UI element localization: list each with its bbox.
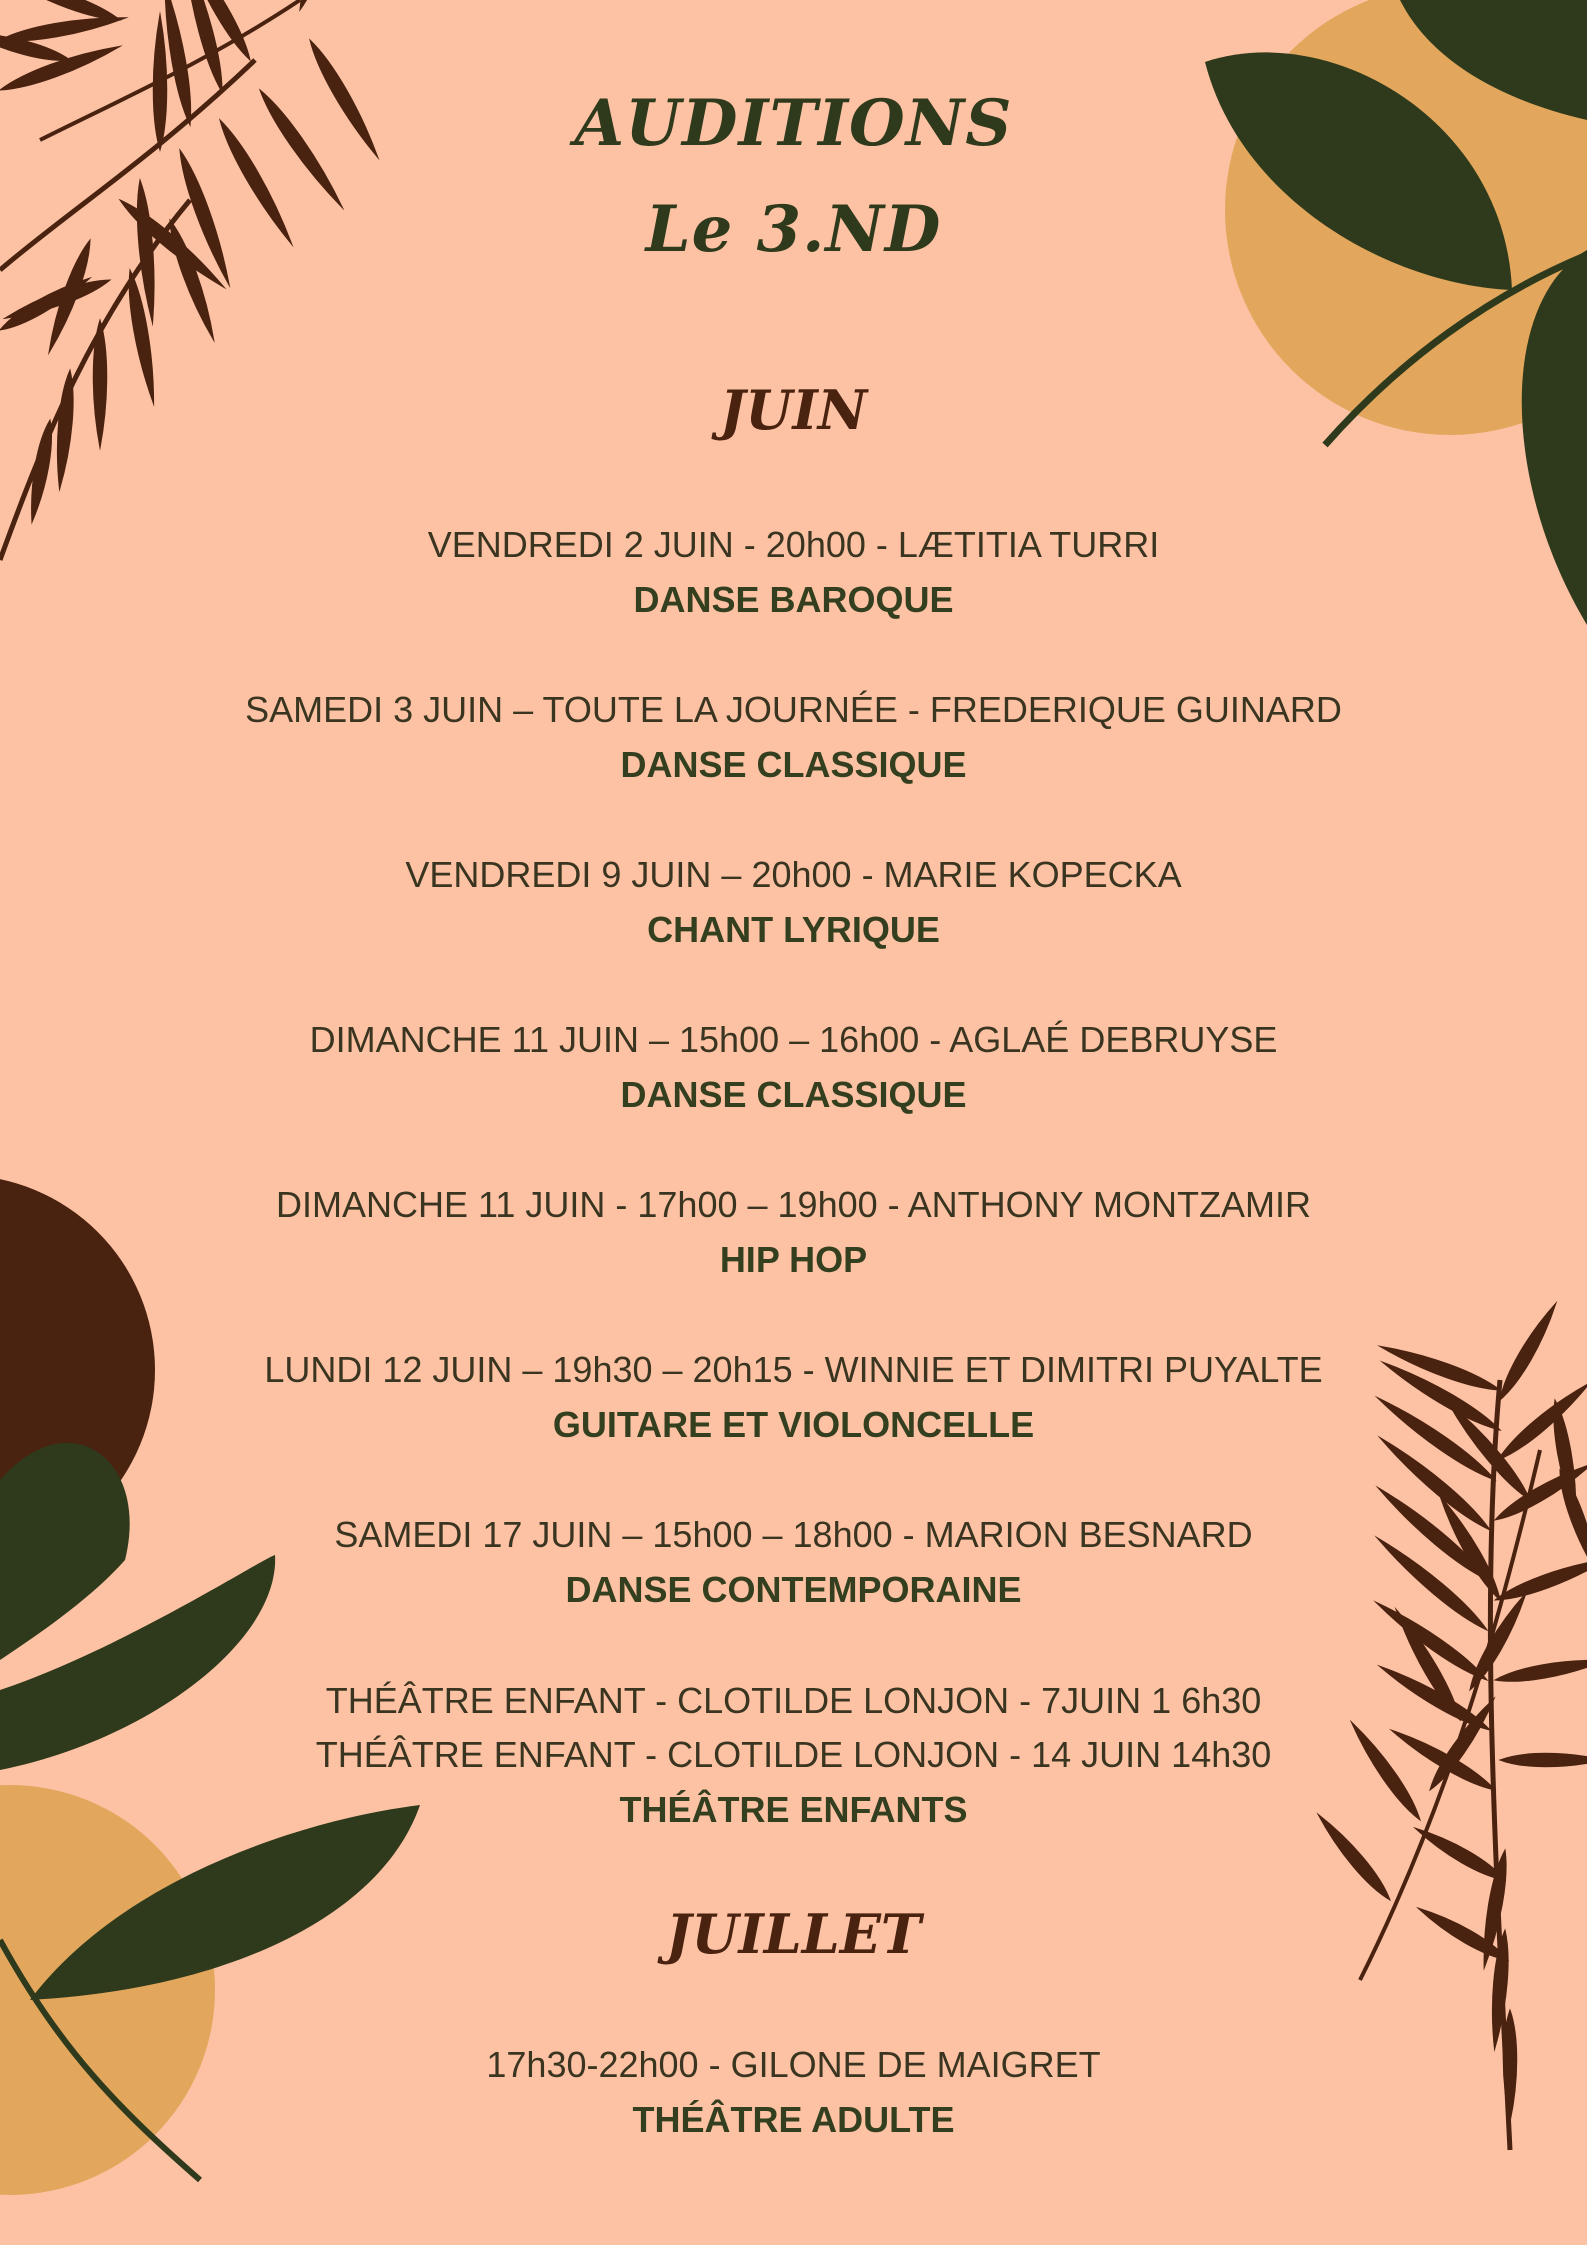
july-event-line: 17h30-22h00 - GILONE DE MAIGRET [486, 2044, 1101, 2085]
poster-subtitle: Le 3.ND [645, 192, 942, 267]
theatre-kids-line-2: THÉÂTRE ENFANT - CLOTILDE LONJON - 14 JUIN 14h30 [315, 1734, 1272, 1775]
event-2-category: DANSE CLASSIQUE [620, 744, 967, 785]
event-2-line: SAMEDI 3 JUIN – TOUTE LA JOURNÉE - FREDERIQUE GUINARD [245, 689, 1342, 730]
event-7-category: DANSE CONTEMPORAINE [565, 1569, 1022, 1610]
event-6-category: GUITARE ET VIOLONCELLE [552, 1404, 1035, 1445]
month-heading-july: JUILLET [665, 1902, 922, 1966]
event-3-category: CHANT LYRIQUE [647, 909, 940, 950]
event-6-line: LUNDI 12 JUIN – 19h30 – 20h15 - WINNIE ET DIMITRI PUYALTE [264, 1349, 1323, 1390]
event-4-line: DIMANCHE 11 JUIN – 15h00 – 16h00 - AGLAÉ DEBRUYSE [309, 1019, 1278, 1060]
event-1-line: VENDREDI 2 JUIN - 20h00 - LÆTITIA TURRI [427, 524, 1160, 565]
month-heading-june: JUIN [719, 378, 868, 442]
event-5-line: DIMANCHE 11 JUIN - 17h00 – 19h00 - ANTHONY MONTZAMIR [276, 1184, 1311, 1225]
event-4-category: DANSE CLASSIQUE [620, 1074, 967, 1115]
event-5-category: HIP HOP [719, 1239, 868, 1280]
event-7-line: SAMEDI 17 JUIN – 15h00 – 18h00 - MARION BESNARD [334, 1514, 1253, 1555]
event-1-category: DANSE BAROQUE [633, 579, 954, 620]
event-3-line: VENDREDI 9 JUIN – 20h00 - MARIE KOPECKA [405, 854, 1182, 895]
theatre-kids-line-1: THÉÂTRE ENFANT - CLOTILDE LONJON - 7JUIN 1 6h30 [325, 1680, 1262, 1721]
theatre-kids-category: THÉÂTRE ENFANTS [619, 1789, 968, 1830]
july-event-category: THÉÂTRE ADULTE [632, 2099, 955, 2140]
poster-title: AUDITIONS [574, 86, 1013, 161]
